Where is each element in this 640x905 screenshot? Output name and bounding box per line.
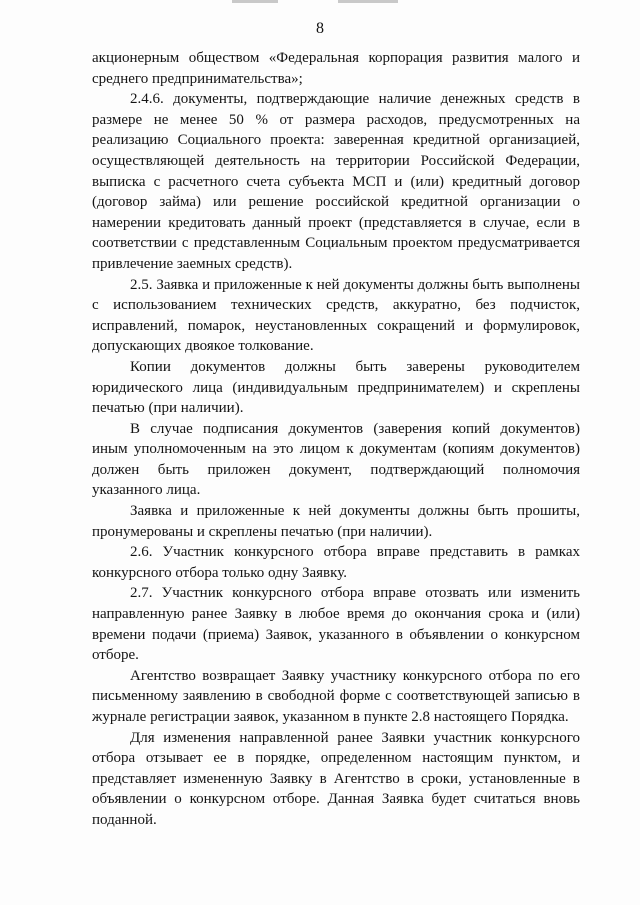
scan-edge-mark: [232, 0, 278, 3]
paragraph-authorized-signing: В случае подписания документов (заверения копий документов) иным уполномоченным на это лицом к документам (копиям документов) должен быть приложен документ, подтверждающий полномочия указанного лица.: [92, 420, 580, 499]
paragraph-2-6: 2.6. Участник конкурсного отбора вправе представить в рамках конкурсного отбора только одну Заявку.: [92, 544, 580, 581]
paragraph-2-5: 2.5. Заявка и приложенные к ней документы должны быть выполнены с использованием технических средств, аккуратно, без подчисток, исправлений, помарок, неустановленных сокращений и формулировок, допускающих двоякое толкование.: [92, 276, 580, 355]
paragraph-agency-return: Агентство возвращает Заявку участнику конкурсного отбора по его письменному заявлению в свободной форме с соответствующей записью в журнале регистрации заявок, указанном в пункте 2.8 настоящего Порядка.: [92, 667, 580, 725]
paragraph-2-4-6: 2.4.6. документы, подтверждающие наличие денежных средств в размере не менее 50 % от размера расходов, предусмотренных на реализацию Социального проекта: заверенная кредитной организацией, осуществляющей деятельность на территории Российской Федерации, выписка с расчетного счета субъекта МСП и (или) кредитный договор (договор займа) или решение российской кредитной организации о намерении кредитовать данный проект (представляется в случае, если в соответствии с представленным Социальным проектом предусматривается привлечение заемных средств).: [92, 91, 580, 272]
document-body: [92, 48, 580, 831]
paragraph-continuation: акционерным обществом «Федеральная корпорация развития малого и среднего предпринимательства»;: [92, 50, 580, 87]
page-number: 8: [316, 20, 324, 37]
scan-edge-mark: [338, 0, 398, 3]
paragraph-copies-certification: Копии документов должны быть заверены руководителем юридического лица (индивидуальным предпринимателем) и скреплены печатью (при наличии).: [92, 358, 580, 417]
paragraph-2-7: 2.7. Участник конкурсного отбора вправе отозвать или изменить направленную ранее Заявку в любое время до окончания срока и (или) времени подачи (приема) Заявок, указанного в объявлении о конкурсном отборе.: [92, 585, 580, 664]
paragraph-application-change: Для изменения направленной ранее Заявки участник конкурсного отбора отзывает ее в порядке, определенном настоящим пунктом, и представляет измененную Заявку в Агентство в сроки, установленные в объявлении о конкурсном отборе. Данная Заявка будет считаться вновь поданной.: [92, 729, 580, 828]
paragraph-binding: Заявка и приложенные к ней документы должны быть прошиты, пронумерованы и скреплены печатью (при наличии).: [92, 503, 580, 540]
